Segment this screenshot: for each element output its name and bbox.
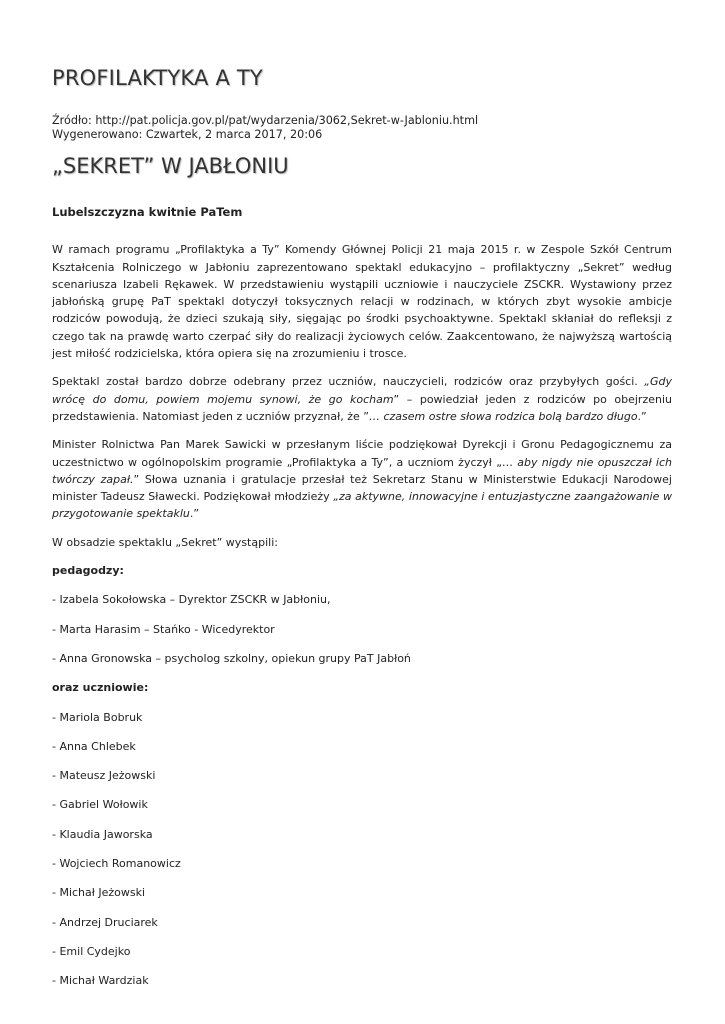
p3-text-a: Minister Rolnictwa Pan Marek Sawicki w przesłanym liście podziękował Dyrekcji i Gronu Pedagogicznemu za uczestnictwo w ogólnopolskim programie „Profilaktyka a Ty”, a uczniom życzył „… [52,438,672,469]
p3-text-b: ” Słowa uznania i gratulacje przesłał też Sekretarz Stanu w Ministerstwie Edukacji Narodowej minister Tadeusz Sławecki. Podziękował młodzieży [52,472,672,504]
list-item: - Wojciech Romanowicz [52,857,181,871]
p2-text-b: ” – powiedział jeden z rodziców po obejrzeniu przedstawienia. Natomiast jeden z uczniów przyznał, że ” [52,392,672,423]
list-item: - Klaudia Jaworska [52,827,153,841]
list-item: - Anna Gronowska – psycholog szkolny, opiekun grupy PaT Jabłoń [52,651,411,665]
paragraph-2 [52,373,672,425]
list-item: - Gabriel Wołowik [52,798,148,812]
p3-quote-b: „za aktywne, innowacyjne i entuzjastyczne zaangażowanie w przygotowanie spektaklu [52,490,672,521]
p2-text-c: .” [637,409,647,423]
meta-block [52,114,478,142]
list-item: - Izabela Sokołowska – Dyrektor ZSCKR w Jabłoniu, [52,593,331,607]
p2-quote-a: „Gdy wrócę do domu, powiem mojemu synowi, że go kocham [52,375,672,406]
paragraph-3 [52,436,672,522]
list-item: - Andrzej Druciarek [52,915,158,929]
teachers-heading: pedagodzy: [52,564,124,578]
generated-line: Wygenerowano: Czwartek, 2 marca 2017, 20:06 [52,128,323,141]
p3-text-c: .” [189,507,200,521]
site-title: PROFILAKTYKA A TY [52,66,263,90]
article-title: „SEKRET” W JABŁONIU [52,154,289,178]
list-item: - Mariola Bobruk [52,710,143,724]
cast-intro: W obsadzie spektaklu „Sekret” wystąpili: [52,535,278,549]
list-item: - Marta Harasim – Stańko - Wicedyrektor [52,622,275,636]
p2-quote-b: … czasem ostre słowa rodzica bolą bardzo długo [368,409,638,423]
article-body [52,204,672,1002]
article-subtitle: Lubelszczyzna kwitnie PaTem [52,205,243,219]
list-item: - Michał Wardziak [52,974,149,988]
p2-text-a: Spektakl został bardzo dobrze odebrany przez uczniów, nauczycieli, rodziców oraz przybyłych gości. [52,375,645,389]
source-line: Źródło: http://pat.policja.gov.pl/pat/wydarzenia/3062,Sekret-w-Jabloniu.html [52,114,479,127]
p3-quote-a: aby nigdy nie opuszczał ich twórczy zapał. [52,455,672,486]
list-item: - Anna Chlebek [52,739,136,753]
students-heading: oraz uczniowie: [52,681,149,695]
list-item: - Michał Jeżowski [52,886,146,900]
list-item: - Emil Cydejko [52,944,131,958]
paragraph-1: W ramach programu „Profilaktyka a Ty” Komendy Głównej Policji 21 maja 2015 r. w Zespole Szkół Centrum Kształcenia Rolniczego w Jabłoniu zaprezentowano spektakl edukacyjno – profilaktyczny „Sekret” według scenariusza Izabeli Rękawek. W przedstawieniu wystąpili uczniowie i nauczyciele ZSCKR. Wystawiony przez jabłońską grupę PaT spektakl dotyczył toksycznych relacji w rodzinach, w których zbyt wysokie ambicje rodziców powodują, że dzieci szukają siły, sięgając po środki psychoaktywne. Spektakl skłaniał do refleksji z czego tak na prawdę warto czerpać siły do realizacji życiowych celów. Zaakcentowano, że najwyższą wartością jest miłość rodzicielska, która opiera się na zrozumieniu i trosce. [52,243,672,361]
list-item: - Mateusz Jeżowski [52,769,156,783]
